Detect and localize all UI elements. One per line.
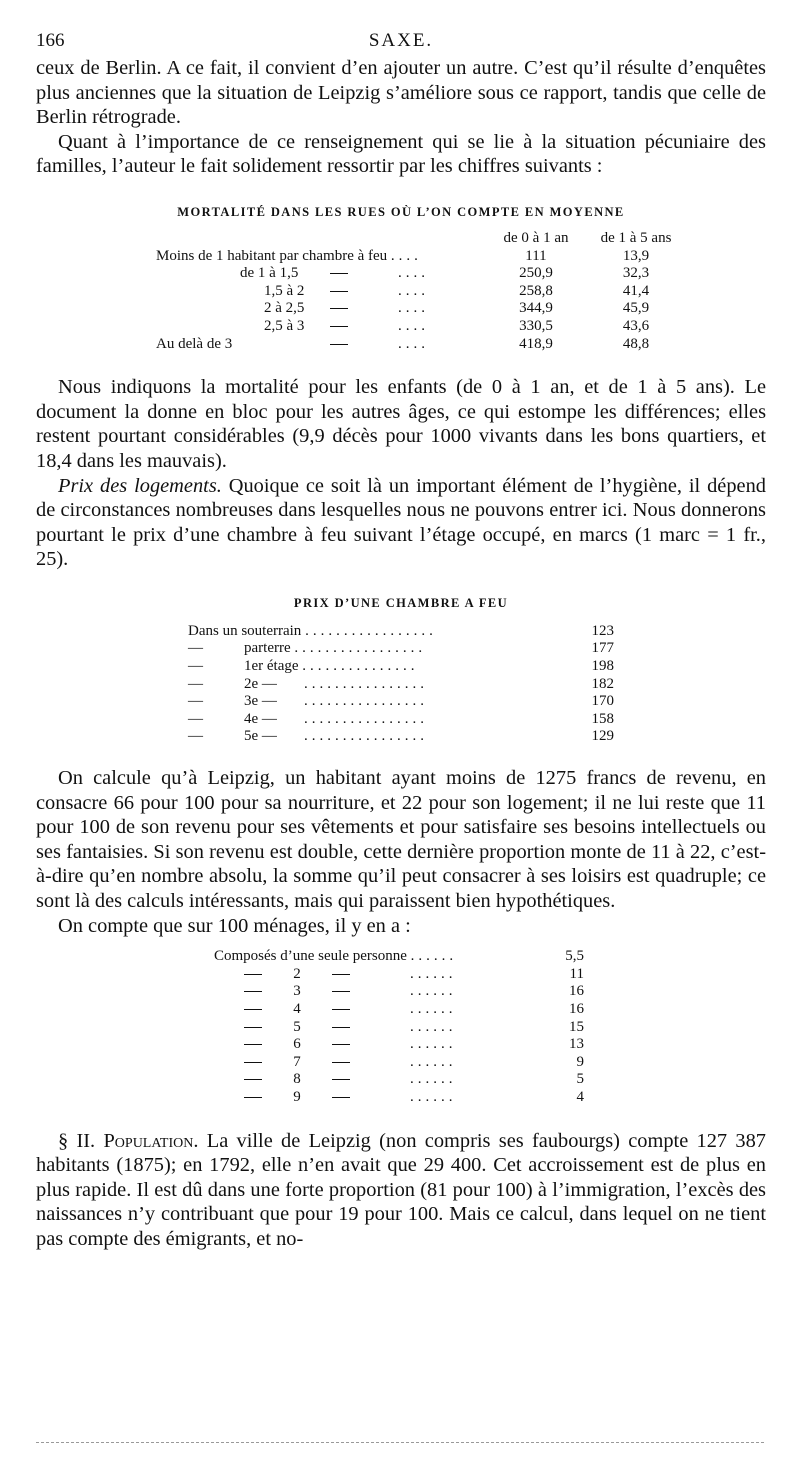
table-row: Composés d’une seule personne ...... 5,5 (214, 948, 584, 965)
cell-value: 41,4 (622, 282, 650, 299)
ditto-dash (332, 1062, 350, 1063)
table-mortality-caption: MORTALITÉ DANS LES RUES OÙ L’ON COMPTE EN MOYENNE (177, 204, 625, 219)
paragraph-7-text: La ville de Leipzig (non compris ses faubourgs) compte 127 387 habitants (1875); en 1792, elle n’en avait que 29 400. Cet accroissement est de plus en plus rapide. Il est dû dans une forte proportion (81 pour 100) à l’immigration, l’excès des naissances n’y contribuant que pour 19 pour 100. Mais ce calcul, dans lequel on ne tient pas compte des émigrants, et no- (36, 1129, 766, 1250)
col-header-0-1: de 0 à 1 an (503, 229, 569, 246)
row-label: 4 (293, 1000, 301, 1017)
ditto-dash (330, 344, 348, 345)
running-header (36, 26, 766, 56)
table-households (214, 948, 584, 1106)
paragraph-3: Nous indiquons la mortalité pour les enfants (de 0 à 1 an, et de 1 à 5 ans). Le document la donne en bloc pour les autres âges, ce qui estompe les différences; elles restent pourtant considérables (9,9 décès pour 1000 vivants dans les bons quartiers, et 18,4 dans les mauvais). (36, 376, 766, 472)
row-label: Moins de 1 habitant par chambre à feu (156, 247, 388, 264)
ditto-dash (244, 1009, 262, 1010)
cell-value: 45,9 (622, 300, 650, 317)
table-row: — parterre ................. 177 (188, 640, 614, 657)
row-prefix: — (188, 658, 203, 675)
table-row: Moins de 1 habitant par chambre à feu .... 111 13,9 (156, 248, 686, 266)
cell-value: 5 (576, 1071, 584, 1088)
cell-value: 16 (569, 983, 584, 1000)
paragraph-6: On compte que sur 100 ménages, il y en a : (58, 914, 411, 937)
table-row: 2 ...... 11 (214, 966, 584, 984)
row-label: 9 (293, 1088, 301, 1105)
cell-value: 250,9 (519, 265, 553, 282)
ditto-dash (332, 1009, 350, 1010)
paragraph-1: ceux de Berlin. A ce fait, il convient d’en ajouter un autre. C’est qu’il résulte d’enquêtes plus anciennes que la situation de Leipzig s’améliore sous ce rapport, tandis que celle de Berlin rétrograde. (36, 57, 766, 129)
cell-value: 4 (576, 1088, 584, 1105)
row-label: parterre (244, 640, 291, 657)
row-label: 2 à 2,5 (264, 300, 305, 317)
table-row: — 2e — ................ 182 (188, 675, 614, 692)
cell-value: 182 (591, 675, 614, 692)
row-label: 2e — (244, 675, 277, 692)
table-rent (188, 623, 614, 746)
ditto-dash (330, 291, 348, 292)
cell-value: 158 (591, 710, 614, 727)
table-row: — 4e — ................ 158 (188, 710, 614, 727)
ditto-dash (244, 1079, 262, 1080)
row-label: 5 (293, 1018, 301, 1035)
cell-value: 198 (591, 658, 614, 675)
table-row: 8 ...... 5 (214, 1071, 584, 1089)
table-row: 3 ...... 16 (214, 983, 584, 1001)
cell-value: 5,5 (565, 948, 584, 965)
ditto-dash (330, 273, 348, 274)
ditto-dash (330, 326, 348, 327)
table-row: — 1er étage ............... 198 (188, 658, 614, 675)
cell-value: 170 (591, 693, 614, 710)
table-header-row (156, 230, 686, 248)
cell-value: 123 (591, 622, 614, 639)
cell-value: 344,9 (519, 300, 553, 317)
table-row: 9 ...... 4 (214, 1089, 584, 1107)
table-row: Au delà de 3 .... 418,9 48,8 (156, 336, 686, 354)
ditto-dash (330, 308, 348, 309)
row-label: 6 (293, 1036, 301, 1053)
ditto-dash (332, 1079, 350, 1080)
row-prefix: — (188, 710, 203, 727)
row-label: 7 (293, 1053, 301, 1070)
table-row: — 3e — ................ 170 (188, 693, 614, 710)
paragraph-5: On calcule qu’à Leipzig, un habitant ayant moins de 1275 francs de revenu, en consacre 66 pour 100 pour sa nourriture, et 22 pour son logement; il ne lui reste que 11 pour 100 de son revenu pour ses vêtements et pour satisfaire ses besoins intellectuels ou ses fantaisies. Si son revenu est double, cette dernière proportion monte de 11 à 22, c’est-à-dire qu’en nombre absolu, la somme qu’il peut consacrer à ses loisirs est quadruple; ce sont là des calculs intéressants, mais qui paraissent bien hypothétiques. (36, 767, 766, 912)
paragraph-4 (36, 474, 766, 572)
table-mortality (156, 230, 686, 353)
cell-value: 418,9 (519, 335, 553, 352)
paragraph-7 (36, 1129, 766, 1252)
table-row: 2,5 à 3 .... 330,5 43,6 (156, 318, 686, 336)
section-number: § II. (58, 1129, 104, 1152)
page-number: 166 (36, 30, 65, 51)
row-prefix: — (188, 640, 203, 657)
running-head: SAXE. (368, 30, 434, 51)
row-label: 4e — (244, 710, 277, 727)
ditto-dash (244, 1097, 262, 1098)
paragraph-4-text: Quoique ce soit là un important élément de l’hygiène, il dépend de circonstances nombreuses dans lesquelles nous ne pouvons entrer ici. Nous donnerons pourtant le prix d’une chambre à feu suivant l’étage occupé, en marcs (1 marc = 1 fr., 25). (36, 474, 766, 571)
cell-value: 258,8 (519, 282, 553, 299)
row-label: Composés d’une seule personne (214, 948, 407, 965)
row-label: 3e — (244, 693, 277, 710)
ditto-dash (244, 1027, 262, 1028)
row-label: de 1 à 1,5 (240, 265, 299, 282)
cell-value: 111 (525, 247, 547, 264)
ditto-dash (332, 1044, 350, 1045)
table-row: 5 ...... 15 (214, 1019, 584, 1037)
cell-value: 43,6 (622, 317, 650, 334)
ditto-dash (332, 1097, 350, 1098)
ditto-dash (332, 1027, 350, 1028)
row-prefix: — (188, 693, 203, 710)
cell-value: 9 (576, 1053, 584, 1070)
section-title-prix: Prix des logements. (58, 474, 222, 497)
paragraph-2: Quant à l’importance de ce renseignement qui se lie à la situation pécuniaire des familles, l’auteur le fait solidement ressortir par les chiffres suivants : (36, 130, 766, 178)
table-row: 7 ...... 9 (214, 1054, 584, 1072)
table-row: 1,5 à 2 .... 258,8 41,4 (156, 283, 686, 301)
row-prefix: — (188, 728, 203, 745)
ditto-dash (244, 974, 262, 975)
ditto-dash (244, 1062, 262, 1063)
row-label: 2 (293, 965, 301, 982)
ditto-dash (244, 1044, 262, 1045)
cell-value: 48,8 (622, 335, 650, 352)
cell-value: 13 (569, 1036, 584, 1053)
row-label: 8 (293, 1071, 301, 1088)
row-label: 1,5 à 2 (264, 282, 305, 299)
row-prefix: — (188, 675, 203, 692)
table-row: 6 ...... 13 (214, 1036, 584, 1054)
cell-value: 11 (569, 965, 584, 982)
table-row: Dans un souterrain ................. 123 (188, 622, 614, 639)
section-title-population: Population. (103, 1129, 199, 1152)
ditto-dash (332, 991, 350, 992)
table-row: 4 ...... 16 (214, 1001, 584, 1019)
page (36, 26, 766, 1252)
cell-value: 16 (569, 1000, 584, 1017)
cell-value: 177 (591, 640, 614, 657)
row-label: 2,5 à 3 (264, 317, 305, 334)
ditto-dash (244, 991, 262, 992)
row-label: 5e — (244, 728, 277, 745)
row-label: 1er étage (244, 658, 299, 675)
page-bottom-rule (36, 1442, 764, 1443)
row-label: Au delà de 3 (156, 335, 233, 352)
cell-value: 32,3 (622, 265, 650, 282)
row-label: 3 (293, 983, 301, 1000)
ditto-dash (332, 974, 350, 975)
table-rent-caption: PRIX D’UNE CHAMBRE A FEU (293, 595, 509, 610)
table-row: — 5e — ................ 129 (188, 728, 614, 745)
cell-value: 15 (569, 1018, 584, 1035)
cell-value: 129 (591, 728, 614, 745)
table-row: 2 à 2,5 .... 344,9 45,9 (156, 300, 686, 318)
col-header-1-5: de 1 à 5 ans (600, 229, 672, 246)
cell-value: 330,5 (519, 317, 553, 334)
cell-value: 13,9 (622, 247, 650, 264)
table-row: de 1 à 1,5 .... 250,9 32,3 (156, 265, 686, 283)
row-label: Dans un souterrain (188, 622, 302, 639)
